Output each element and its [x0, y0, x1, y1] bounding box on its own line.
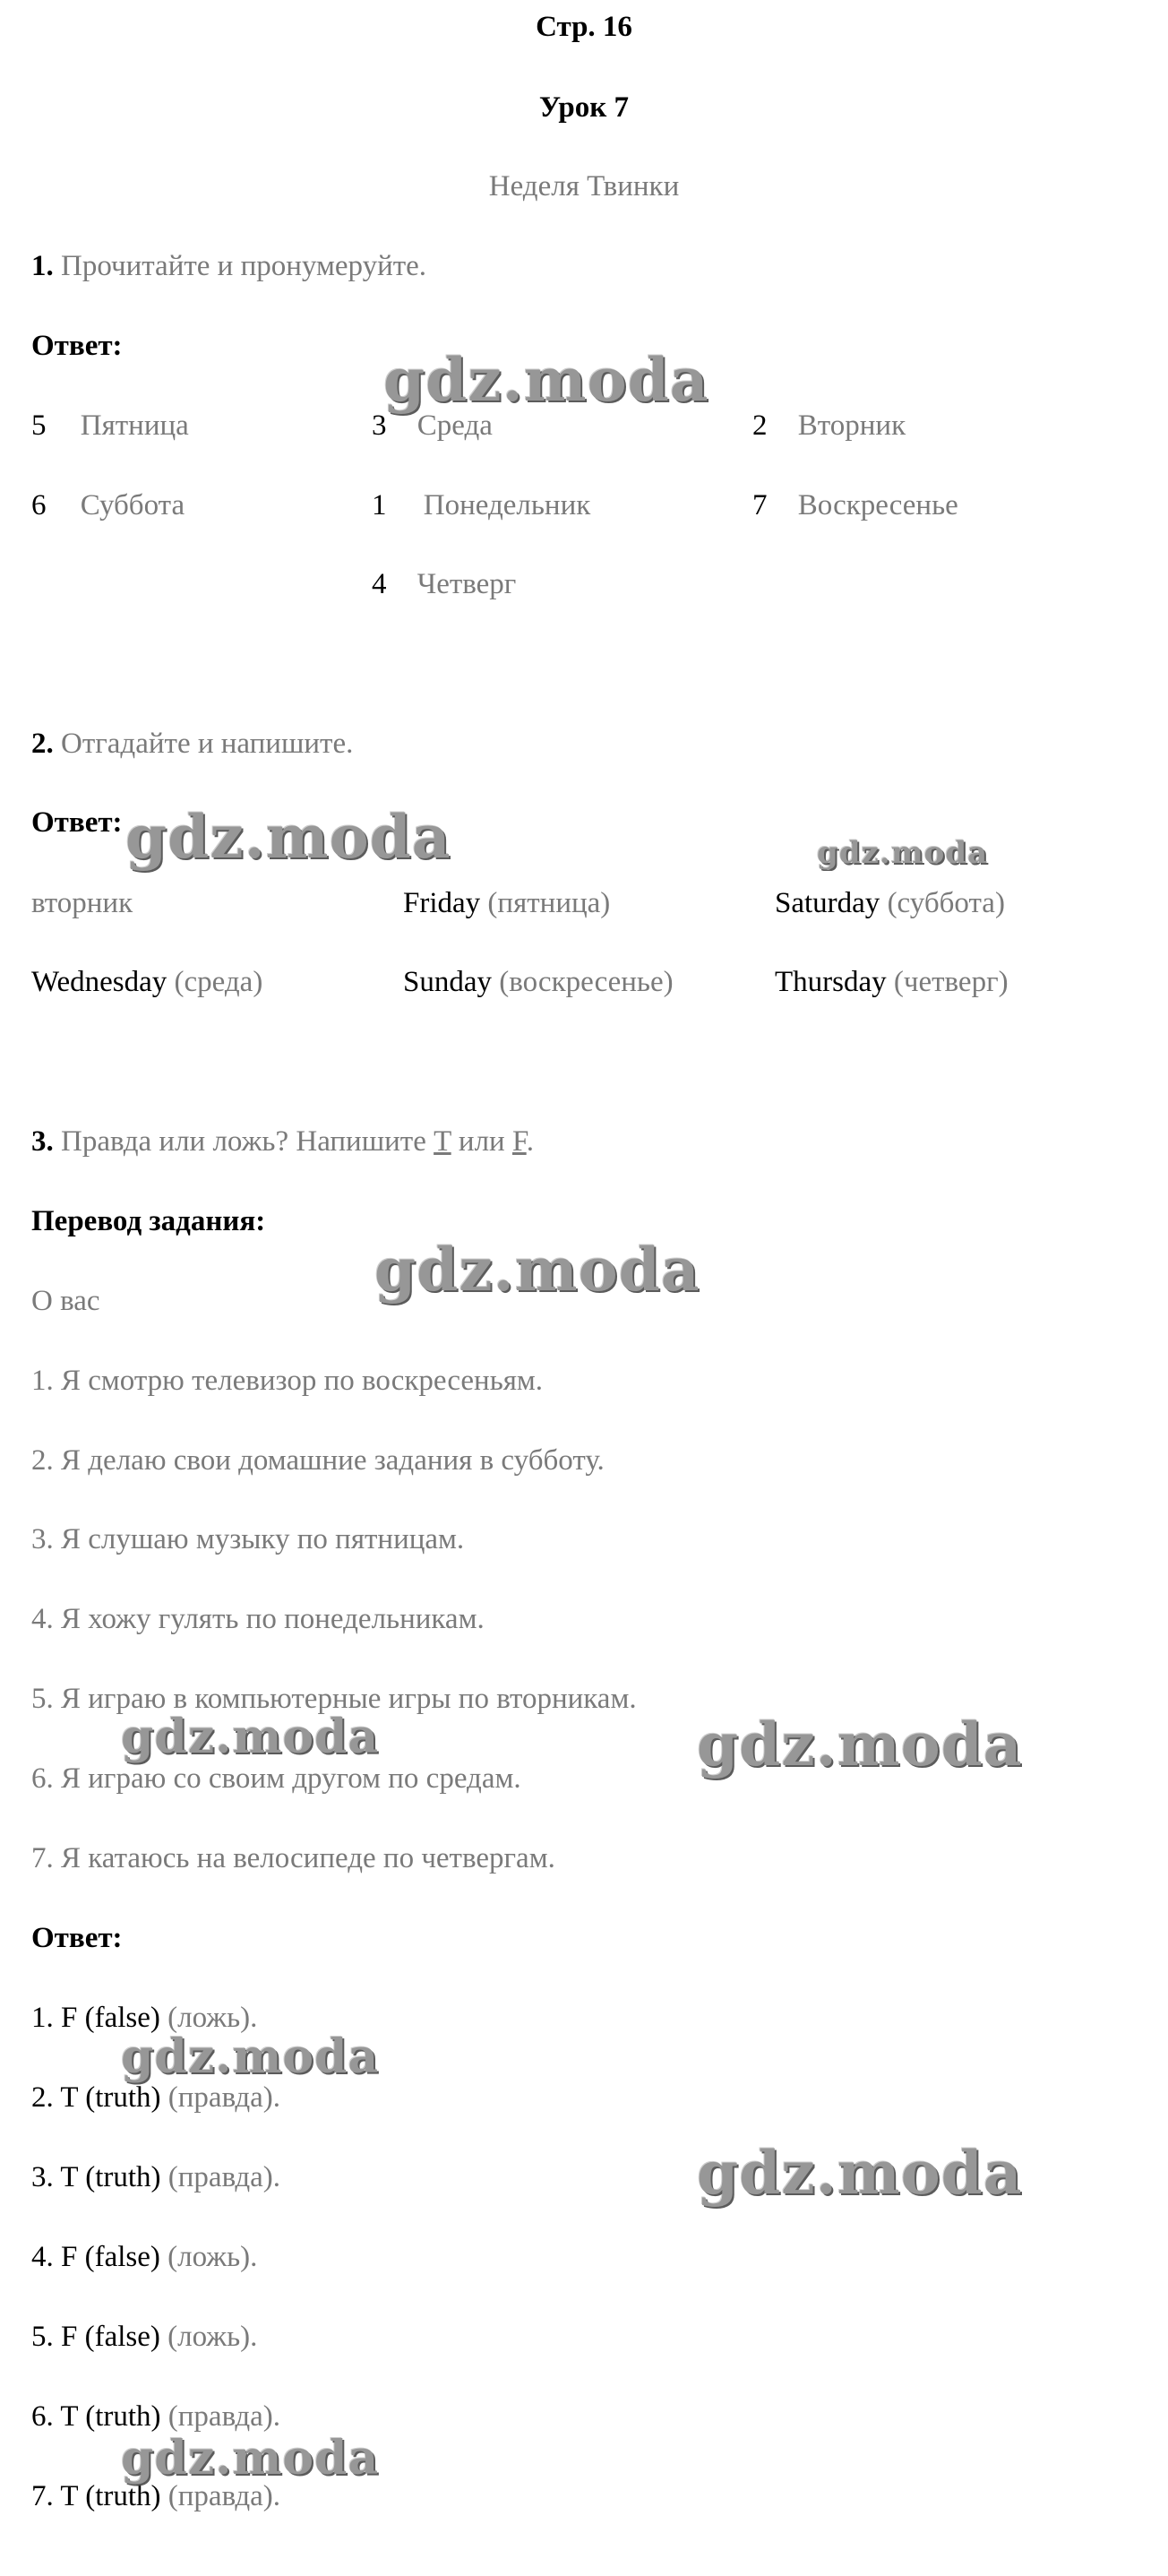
task2-text: Отгадайте и напишите.: [61, 728, 354, 760]
item-number: 1: [372, 489, 387, 521]
task3-text-mid: или: [451, 1125, 512, 1158]
task2-item: [775, 887, 1005, 920]
answer-english: 6. T (truth): [31, 2400, 161, 2433]
item-number: 3: [372, 409, 387, 442]
item-day: Пятница: [80, 409, 189, 442]
item-number: 5: [31, 409, 47, 442]
task3-answer: [31, 2161, 280, 2194]
item-number: 6: [31, 489, 47, 521]
task1-text: Прочитайте и пронумеруйте.: [61, 250, 427, 282]
answer-english: 7. T (truth): [31, 2480, 161, 2512]
item-english: Thursday: [775, 966, 887, 998]
watermark: gdz.moda: [125, 802, 451, 872]
answer-english: 5. F (false): [31, 2321, 160, 2353]
task3-sentence: 3. Я слушаю музыку по пятницам.: [31, 1523, 465, 1555]
item-russian: (среда): [174, 966, 263, 998]
answer-russian: (правда).: [160, 2161, 281, 2193]
task1-item: [752, 409, 906, 443]
task3-heading: [31, 1125, 534, 1159]
lesson-title: Урок 7: [538, 91, 630, 124]
task3-sentence: 5. Я играю в компьютерные игры по вторникам.: [31, 1683, 637, 1715]
answer-russian: (ложь).: [159, 2321, 258, 2353]
task1-heading: [31, 250, 426, 283]
task3-about: О вас: [31, 1285, 100, 1317]
page-label: Стр. 16: [536, 11, 632, 43]
task3-answer: [31, 2241, 257, 2274]
watermark: gdz.moda: [121, 2431, 380, 2486]
watermark: gdz.moda: [121, 2029, 380, 2084]
task3-answer: [31, 2321, 257, 2354]
task3-sentence: 7. Я катаюсь на велосипеде по четвергам.: [31, 1842, 555, 1874]
item-english: Saturday: [775, 887, 880, 919]
item-russian: (четверг): [893, 966, 1009, 998]
watermark: gdz.moda: [817, 835, 989, 871]
item-day: Понедельник: [423, 489, 591, 521]
task2-number: 2.: [31, 728, 54, 760]
section-title: Неделя Твинки: [488, 170, 680, 202]
task3-number: 3.: [31, 1125, 54, 1158]
answer-english: 4. F (false): [31, 2241, 160, 2273]
watermark: gdz.moda: [697, 2138, 1023, 2208]
task1-item: [31, 409, 189, 443]
task1-item: [372, 489, 590, 522]
item-number: 4: [372, 568, 387, 600]
item-day: Суббота: [80, 489, 185, 521]
answer-russian: (правда).: [160, 2480, 281, 2512]
answer-russian: (ложь).: [159, 2002, 258, 2034]
task3-translation-label: Перевод задания:: [31, 1205, 266, 1237]
item-day: Среда: [417, 409, 493, 442]
task2-item: вторник: [31, 887, 133, 919]
item-russian: (воскресенье): [499, 966, 674, 998]
task3-answer: [31, 2081, 280, 2115]
item-number: 2: [752, 409, 768, 442]
item-day: Воскресенье: [797, 489, 958, 521]
answer-russian: (правда).: [160, 2400, 281, 2433]
task3-sentence: 4. Я хожу гулять по понедельникам.: [31, 1603, 485, 1635]
item-english: Friday: [403, 887, 481, 919]
task3-f-letter: F: [511, 1125, 527, 1158]
item-number: 7: [752, 489, 768, 521]
task3-text: Правда или ложь? Напишите: [61, 1125, 434, 1158]
watermark: gdz.moda: [697, 1710, 1023, 1779]
item-russian: (пятница): [487, 887, 611, 919]
task3-text-end: .: [526, 1125, 534, 1158]
task3-answer-label: Ответ:: [31, 1922, 123, 1954]
task2-answer-label: Ответ:: [31, 806, 123, 839]
task3-t-letter: T: [434, 1125, 451, 1158]
task1-number: 1.: [31, 250, 54, 282]
task3-sentence: 1. Я смотрю телевизор по воскресеньям.: [31, 1365, 544, 1397]
task2-item: [403, 887, 610, 920]
task2-item: [775, 966, 1009, 999]
item-russian: (суббота): [887, 887, 1005, 919]
task3-sentence: 2. Я делаю свои домашние задания в субботу.: [31, 1444, 605, 1477]
answer-russian: (ложь).: [159, 2241, 258, 2273]
answer-english: 1. F (false): [31, 2002, 160, 2034]
item-english: Wednesday: [31, 966, 167, 998]
task1-item: [31, 489, 185, 522]
watermark: gdz.moda: [121, 1710, 380, 1764]
watermark: gdz.moda: [374, 1235, 700, 1305]
task1-answer-label: Ответ:: [31, 330, 123, 362]
task3-answer: [31, 2400, 280, 2434]
answer-russian: (правда).: [160, 2081, 281, 2114]
item-english: Sunday: [403, 966, 492, 998]
task3-sentence: 6. Я играю со своим другом по средам.: [31, 1762, 521, 1795]
watermark: gdz.moda: [383, 345, 709, 415]
item-day: Четверг: [417, 568, 517, 600]
item-day: Вторник: [797, 409, 906, 442]
task2-item: [31, 966, 262, 999]
task2-heading: [31, 728, 353, 761]
answer-english: 2. T (truth): [31, 2081, 161, 2114]
task1-item: [372, 568, 516, 601]
task2-item: [403, 966, 674, 999]
answer-english: 3. T (truth): [31, 2161, 161, 2193]
task1-item: [752, 489, 958, 522]
